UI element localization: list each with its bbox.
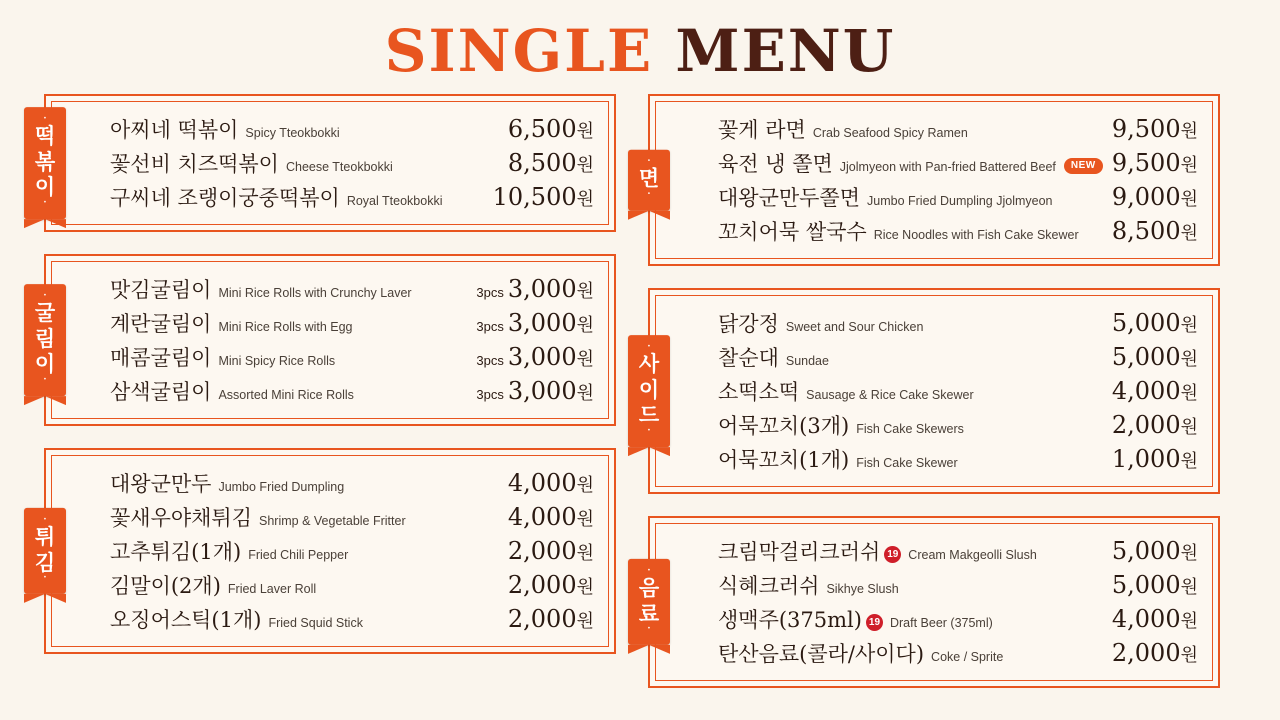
menu-item-name-en: Sikhye Slush xyxy=(826,582,899,596)
tag-dot-icon: · xyxy=(647,156,651,167)
menu-item-name-kr: 소떡소떡 xyxy=(718,380,800,404)
menu-item-row xyxy=(110,306,594,340)
menu-section xyxy=(34,254,616,426)
menu-item-quantity: 3pcs xyxy=(476,353,504,368)
menu-item-names xyxy=(718,342,1102,372)
price-value: 2,000 xyxy=(507,605,577,633)
menu-item-price xyxy=(508,343,594,371)
menu-item-name-kr: 꼬치어묵 쌀국수 xyxy=(718,220,867,244)
title-part-menu: MENU xyxy=(675,17,896,85)
price-currency: 원 xyxy=(1180,223,1198,244)
menu-column-right xyxy=(638,94,1220,688)
menu-item-price-group xyxy=(498,537,594,565)
menu-item-name-en: Draft Beer (375ml) xyxy=(889,616,993,630)
price-value: 2,000 xyxy=(1111,639,1181,667)
menu-item-price xyxy=(508,149,594,177)
tag-char: 김 xyxy=(34,549,56,575)
menu-item-name-en: Fried Chili Pepper xyxy=(248,548,349,562)
price-currency: 원 xyxy=(576,349,594,370)
menu-item-names xyxy=(718,570,1102,600)
menu-item-row xyxy=(110,534,594,568)
price-currency: 원 xyxy=(1180,383,1198,404)
menu-item-row xyxy=(110,500,594,534)
menu-section xyxy=(34,448,616,654)
menu-item-names xyxy=(718,376,1102,406)
menu-item-name-en: Cream Makgeolli Slush xyxy=(908,548,1037,562)
menu-item-name-en: Fried Squid Stick xyxy=(268,616,363,630)
price-value: 6,500 xyxy=(507,115,577,143)
price-value: 8,500 xyxy=(507,149,577,177)
menu-item-name-en: Fish Cake Skewers xyxy=(856,422,964,436)
new-badge: NEW xyxy=(1064,158,1103,174)
menu-section xyxy=(638,516,1220,688)
menu-item-price xyxy=(1112,605,1198,633)
menu-item-names xyxy=(110,376,466,406)
menu-item-names xyxy=(110,468,498,498)
menu-item-name-en: Sausage & Rice Cake Skewer xyxy=(806,388,974,402)
menu-item-row xyxy=(110,146,594,180)
menu-item-names xyxy=(110,182,483,212)
price-currency: 원 xyxy=(576,281,594,302)
price-currency: 원 xyxy=(1180,417,1198,438)
menu-item-price-group xyxy=(1102,183,1198,211)
tag-dot-icon: · xyxy=(647,342,651,353)
price-value: 2,000 xyxy=(507,537,577,565)
menu-item-row xyxy=(718,214,1198,248)
tag-char: 떡 xyxy=(34,123,56,149)
menu-item-names xyxy=(110,148,498,178)
menu-item-price-group xyxy=(483,183,594,211)
price-value: 9,500 xyxy=(1111,149,1181,177)
menu-item-price-group xyxy=(466,309,594,337)
menu-item-name-kr: 아찌네 떡볶이 xyxy=(110,118,239,142)
price-currency: 원 xyxy=(576,577,594,598)
section-items xyxy=(51,261,609,419)
menu-item-price-group xyxy=(498,149,594,177)
price-value: 5,000 xyxy=(1111,309,1181,337)
menu-item-names xyxy=(718,410,1102,440)
tag-dot-icon: · xyxy=(647,565,651,576)
menu-item-price-group xyxy=(1102,309,1198,337)
menu-item-name-en: Royal Tteokbokki xyxy=(346,194,443,208)
menu-item-price xyxy=(508,377,594,405)
price-value: 3,000 xyxy=(507,275,577,303)
menu-item-name-kr: 고추튀김(1개) xyxy=(110,540,242,564)
menu-section xyxy=(638,288,1220,494)
tag-char: 료 xyxy=(638,600,660,626)
menu-item-name-kr: 삼색굴림이 xyxy=(110,380,212,404)
menu-item-price-group xyxy=(1102,217,1198,245)
menu-item-quantity: 3pcs xyxy=(476,387,504,402)
menu-item-names xyxy=(110,570,498,600)
age-19-badge-icon: 19 xyxy=(866,614,883,631)
tag-char: 림 xyxy=(34,325,56,351)
price-currency: 원 xyxy=(576,155,594,176)
menu-item-row xyxy=(718,340,1198,374)
menu-item-name-en: Fried Laver Roll xyxy=(227,582,317,596)
menu-item-name-en: Assorted Mini Rice Rolls xyxy=(218,388,354,402)
menu-item-price-group xyxy=(498,503,594,531)
tag-char: 볶 xyxy=(34,148,56,174)
price-value: 9,000 xyxy=(1111,183,1181,211)
price-value: 2,000 xyxy=(1111,411,1181,439)
menu-item-price-group xyxy=(1102,149,1198,177)
menu-item-names xyxy=(110,502,498,532)
price-value: 4,000 xyxy=(1111,377,1181,405)
menu-section xyxy=(34,94,616,232)
menu-item-name-kr: 생맥주(375ml) xyxy=(718,608,862,632)
menu-item-name-kr: 육전 냉 쫄면 xyxy=(718,152,833,176)
tag-char: 사 xyxy=(638,351,660,377)
menu-item-price-group xyxy=(498,115,594,143)
menu-item-price xyxy=(508,571,594,599)
menu-item-row xyxy=(110,602,594,636)
price-value: 5,000 xyxy=(1111,537,1181,565)
menu-item-names xyxy=(718,308,1102,338)
menu-item-name-kr: 식혜크러쉬 xyxy=(718,574,820,598)
price-value: 1,000 xyxy=(1111,445,1181,473)
menu-item-names xyxy=(110,274,466,304)
menu-item-names xyxy=(718,148,1102,178)
price-value: 2,000 xyxy=(507,571,577,599)
menu-item-name-kr: 맛김굴림이 xyxy=(110,278,212,302)
price-currency: 원 xyxy=(1180,121,1198,142)
menu-item-name-kr: 대왕군만두쫄면 xyxy=(718,186,861,210)
menu-item-row xyxy=(110,180,594,214)
tag-dot-icon: · xyxy=(43,197,47,208)
menu-item-name-kr: 꽃게 라면 xyxy=(718,118,806,142)
price-currency: 원 xyxy=(1180,155,1198,176)
menu-item-row xyxy=(718,180,1198,214)
tag-char: 이 xyxy=(34,351,56,377)
menu-item-row xyxy=(718,408,1198,442)
section-label-tag xyxy=(24,107,66,219)
tag-dot-icon: · xyxy=(43,573,47,584)
tag-char: 이 xyxy=(638,376,660,402)
tag-dot-icon: · xyxy=(647,425,651,436)
menu-item-name-kr: 꽃새우야채튀김 xyxy=(110,506,253,530)
menu-item-name-kr: 구씨네 조랭이궁중떡볶이 xyxy=(110,186,340,210)
section-label-tag xyxy=(24,508,66,594)
menu-item-names xyxy=(718,536,1102,566)
tag-dot-icon: · xyxy=(647,624,651,635)
tag-char: 면 xyxy=(638,165,660,191)
menu-item-price-group xyxy=(466,377,594,405)
menu-item-name-en: Sundae xyxy=(785,354,829,368)
menu-item-price xyxy=(493,183,594,211)
menu-item-price xyxy=(1112,343,1198,371)
menu-item-row xyxy=(718,146,1198,180)
tag-dot-icon: · xyxy=(43,291,47,302)
menu-item-price-group xyxy=(1102,343,1198,371)
menu-item-price xyxy=(508,309,594,337)
menu-item-price-group xyxy=(1102,639,1198,667)
menu-item-name-en: Sweet and Sour Chicken xyxy=(785,320,924,334)
menu-item-name-kr: 매콤굴림이 xyxy=(110,346,212,370)
section-items xyxy=(51,455,609,647)
price-currency: 원 xyxy=(576,509,594,530)
menu-item-name-kr: 어묵꼬치(1개) xyxy=(718,448,850,472)
menu-item-row xyxy=(718,602,1198,636)
menu-item-name-kr: 계란굴림이 xyxy=(110,312,212,336)
menu-item-names xyxy=(718,638,1102,668)
price-currency: 원 xyxy=(1180,577,1198,598)
menu-item-price-group xyxy=(1102,445,1198,473)
price-value: 10,500 xyxy=(492,183,577,211)
menu-item-name-en: Cheese Tteokbokki xyxy=(285,160,393,174)
menu-item-price xyxy=(508,503,594,531)
tag-char: 튀 xyxy=(34,523,56,549)
price-currency: 원 xyxy=(1180,451,1198,472)
menu-item-price xyxy=(1112,639,1198,667)
section-items xyxy=(655,295,1213,487)
menu-item-price xyxy=(508,469,594,497)
menu-item-price-group xyxy=(498,571,594,599)
price-value: 4,000 xyxy=(1111,605,1181,633)
menu-item-name-en: Shrimp & Vegetable Fritter xyxy=(259,514,406,528)
menu-item-row xyxy=(110,272,594,306)
menu-column-left xyxy=(34,94,616,688)
menu-item-names xyxy=(718,216,1102,246)
price-value: 8,500 xyxy=(1111,217,1181,245)
menu-item-name-en: Coke / Sprite xyxy=(931,650,1004,664)
menu-item-price-group xyxy=(1102,571,1198,599)
menu-item-row xyxy=(718,374,1198,408)
tag-dot-icon: · xyxy=(43,514,47,525)
menu-item-price xyxy=(1112,571,1198,599)
price-value: 5,000 xyxy=(1111,343,1181,371)
menu-item-price-group xyxy=(498,469,594,497)
menu-item-names xyxy=(110,342,466,372)
menu-item-name-en: Rice Noodles with Fish Cake Skewer xyxy=(873,228,1079,242)
menu-item-price xyxy=(508,537,594,565)
title-part-single: SINGLE xyxy=(384,17,654,85)
price-currency: 원 xyxy=(576,475,594,496)
price-currency: 원 xyxy=(576,315,594,336)
section-label-tag xyxy=(24,284,66,396)
menu-item-names xyxy=(718,444,1102,474)
price-currency: 원 xyxy=(1180,611,1198,632)
menu-item-row xyxy=(110,374,594,408)
menu-item-name-kr: 탄산음료(콜라/사이다) xyxy=(718,642,925,666)
section-items xyxy=(51,101,609,225)
section-items xyxy=(655,523,1213,681)
menu-item-price xyxy=(1112,183,1198,211)
menu-item-row xyxy=(110,568,594,602)
menu-item-name-en: Crab Seafood Spicy Ramen xyxy=(812,126,968,140)
section-label-tag xyxy=(628,559,670,645)
menu-item-row xyxy=(110,340,594,374)
menu-columns xyxy=(0,80,1280,688)
menu-item-row xyxy=(718,442,1198,476)
menu-item-price-group xyxy=(498,605,594,633)
menu-item-names xyxy=(110,114,498,144)
menu-item-price xyxy=(1112,217,1198,245)
tag-dot-icon: · xyxy=(43,114,47,125)
menu-item-row xyxy=(718,306,1198,340)
price-currency: 원 xyxy=(576,121,594,142)
menu-item-name-en: Mini Rice Rolls with Egg xyxy=(218,320,353,334)
price-value: 3,000 xyxy=(507,377,577,405)
menu-item-price-group xyxy=(1102,115,1198,143)
menu-item-price xyxy=(1112,411,1198,439)
price-value: 5,000 xyxy=(1111,571,1181,599)
menu-item-name-kr: 오징어스틱(1개) xyxy=(110,608,262,632)
menu-item-row xyxy=(718,534,1198,568)
tag-dot-icon: · xyxy=(647,189,651,200)
price-currency: 원 xyxy=(576,611,594,632)
menu-item-names xyxy=(718,604,1102,634)
menu-item-name-en: Jumbo Fried Dumpling xyxy=(218,480,345,494)
menu-item-row xyxy=(718,636,1198,670)
price-currency: 원 xyxy=(1180,189,1198,210)
menu-item-quantity: 3pcs xyxy=(476,319,504,334)
menu-item-price-group xyxy=(1102,537,1198,565)
section-items xyxy=(655,101,1213,259)
section-label-tag xyxy=(628,335,670,447)
menu-item-name-kr: 어묵꼬치(3개) xyxy=(718,414,850,438)
menu-item-name-en: Fish Cake Skewer xyxy=(856,456,958,470)
menu-item-price xyxy=(1112,149,1198,177)
menu-item-name-kr: 김말이(2개) xyxy=(110,574,221,598)
menu-item-names xyxy=(110,308,466,338)
menu-item-name-kr: 찰순대 xyxy=(718,346,779,370)
menu-item-name-en: Mini Spicy Rice Rolls xyxy=(218,354,336,368)
price-value: 3,000 xyxy=(507,343,577,371)
menu-item-name-en: Mini Rice Rolls with Crunchy Laver xyxy=(218,286,412,300)
menu-item-name-en: Spicy Tteokbokki xyxy=(245,126,340,140)
price-value: 4,000 xyxy=(507,503,577,531)
menu-item-names xyxy=(110,604,498,634)
menu-item-name-kr: 대왕군만두 xyxy=(110,472,212,496)
price-currency: 원 xyxy=(576,383,594,404)
menu-item-price xyxy=(1112,377,1198,405)
menu-item-price-group xyxy=(1102,377,1198,405)
menu-item-row xyxy=(718,112,1198,146)
price-currency: 원 xyxy=(576,189,594,210)
menu-item-price xyxy=(1112,115,1198,143)
price-currency: 원 xyxy=(1180,543,1198,564)
menu-item-row xyxy=(718,568,1198,602)
menu-item-name-en: Jjolmyeon with Pan-fried Battered Beef xyxy=(839,160,1056,174)
menu-item-names xyxy=(718,182,1102,212)
menu-item-name-kr: 꽃선비 치즈떡볶이 xyxy=(110,152,279,176)
age-19-badge-icon: 19 xyxy=(884,546,901,563)
menu-item-price xyxy=(1112,445,1198,473)
tag-dot-icon: · xyxy=(43,374,47,385)
menu-item-price-group xyxy=(466,343,594,371)
menu-section xyxy=(638,94,1220,266)
menu-item-price xyxy=(1112,537,1198,565)
page-title xyxy=(0,0,1280,85)
price-currency: 원 xyxy=(1180,315,1198,336)
menu-item-price xyxy=(1112,309,1198,337)
tag-char: 드 xyxy=(638,402,660,428)
menu-item-row xyxy=(110,112,594,146)
price-currency: 원 xyxy=(1180,645,1198,666)
menu-item-names xyxy=(110,536,498,566)
menu-item-quantity: 3pcs xyxy=(476,285,504,300)
menu-item-price-group xyxy=(1102,411,1198,439)
price-currency: 원 xyxy=(1180,349,1198,370)
price-value: 4,000 xyxy=(507,469,577,497)
menu-item-price xyxy=(508,605,594,633)
menu-item-price-group xyxy=(1102,605,1198,633)
menu-item-name-kr: 닭강정 xyxy=(718,312,779,336)
menu-item-names xyxy=(718,114,1102,144)
menu-item-price-group xyxy=(466,275,594,303)
tag-char: 이 xyxy=(34,174,56,200)
price-value: 3,000 xyxy=(507,309,577,337)
price-value: 9,500 xyxy=(1111,115,1181,143)
tag-char: 굴 xyxy=(34,300,56,326)
menu-item-price xyxy=(508,115,594,143)
menu-item-price xyxy=(508,275,594,303)
section-label-tag xyxy=(628,150,670,211)
tag-char: 음 xyxy=(638,574,660,600)
menu-item-name-kr: 크림막걸리크러쉬 xyxy=(718,540,881,564)
menu-item-row xyxy=(110,466,594,500)
price-currency: 원 xyxy=(576,543,594,564)
menu-item-name-en: Jumbo Fried Dumpling Jjolmyeon xyxy=(867,194,1053,208)
